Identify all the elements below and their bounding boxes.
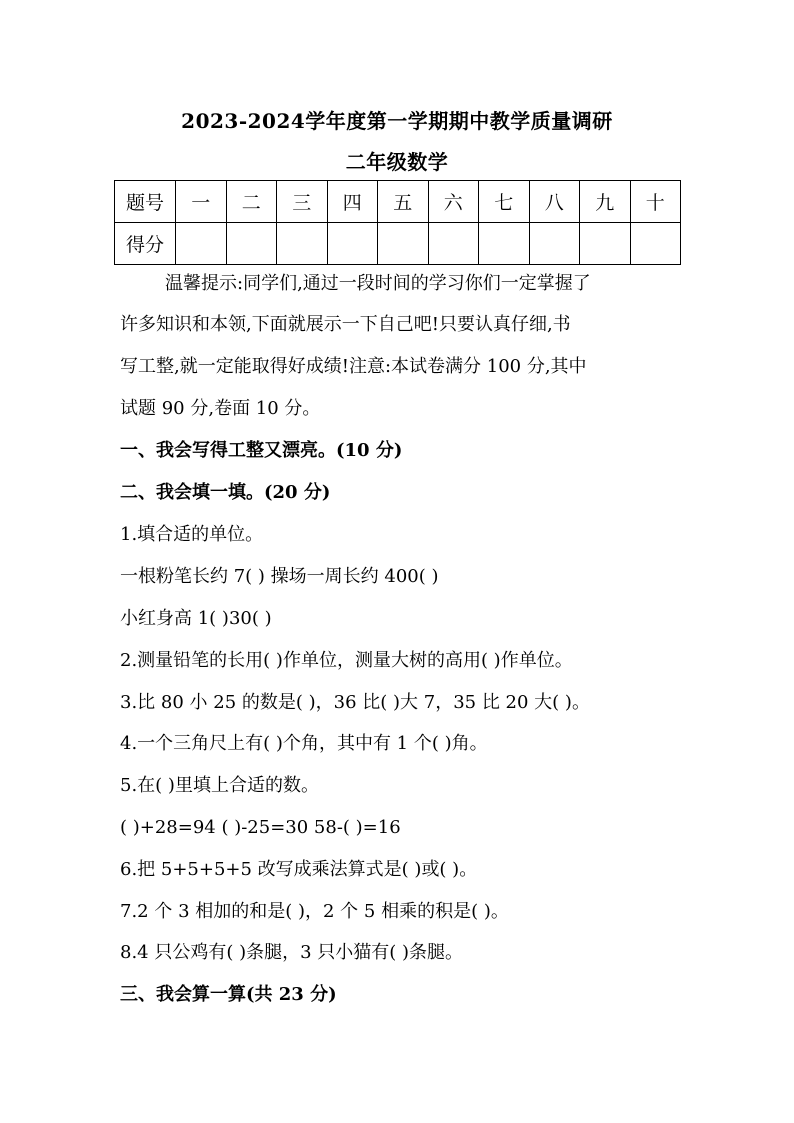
score-cell-10 bbox=[630, 223, 681, 265]
score-cell-8 bbox=[529, 223, 580, 265]
column-6: 六 bbox=[428, 181, 479, 223]
score-cell-2 bbox=[226, 223, 277, 265]
tip-line-4: 试题 90 分,卷面 10 分。 bbox=[120, 398, 321, 419]
column-9: 九 bbox=[580, 181, 631, 223]
column-10: 十 bbox=[630, 181, 681, 223]
column-8: 八 bbox=[529, 181, 580, 223]
score-cell-4 bbox=[327, 223, 378, 265]
section-3-title: 三、我会算一算(共 23 分) bbox=[120, 984, 337, 1005]
row-label-question-number: 题号 bbox=[115, 181, 176, 223]
question-1: 1.填合适的单位。 bbox=[120, 524, 264, 545]
column-4: 四 bbox=[327, 181, 378, 223]
exam-subtitle: 二年级数学 bbox=[345, 150, 449, 174]
section-2-title: 二、我会填一填。(20 分) bbox=[120, 482, 331, 503]
column-5: 五 bbox=[378, 181, 429, 223]
score-cell-5 bbox=[378, 223, 429, 265]
score-table bbox=[114, 180, 681, 265]
row-label-score: 得分 bbox=[115, 223, 176, 265]
question-4: 4.一个三角尺上有( )个角，其中有 1 个( )角。 bbox=[120, 733, 488, 754]
score-cell-1 bbox=[176, 223, 227, 265]
score-cell-7 bbox=[479, 223, 530, 265]
question-5-equations: ( )+28=94 ( )-25=30 58-( )=16 bbox=[120, 817, 401, 838]
question-1-line-b: 小红身高 1( )30( ) bbox=[120, 608, 272, 629]
column-2: 二 bbox=[226, 181, 277, 223]
score-cell-9 bbox=[580, 223, 631, 265]
question-3: 3.比 80 小 25 的数是( )，36 比( )大 7，35 比 20 大( )。 bbox=[120, 692, 590, 713]
tip-line-2: 许多知识和本领,下面就展示一下自己吧!只要认真仔细,书 bbox=[120, 314, 571, 335]
question-5: 5.在( )里填上合适的数。 bbox=[120, 775, 319, 796]
tip-line-3: 写工整,就一定能取得好成绩!注意:本试卷满分 100 分,其中 bbox=[120, 356, 587, 377]
question-2: 2.测量铅笔的长用( )作单位，测量大树的高用( )作单位。 bbox=[120, 650, 573, 671]
tip-line-1: 温馨提示:同学们,通过一段时间的学习你们一定掌握了 bbox=[165, 273, 591, 294]
column-7: 七 bbox=[479, 181, 530, 223]
question-6: 6.把 5+5+5+5 改写成乘法算式是( )或( )。 bbox=[120, 859, 478, 880]
exam-title: 2023-2024学年度第一学期期中教学质量调研 bbox=[181, 109, 613, 133]
score-table-score-row bbox=[115, 223, 681, 265]
question-8: 8.4 只公鸡有( )条腿，3 只小猫有( )条腿。 bbox=[120, 942, 464, 963]
score-table-header-row bbox=[115, 181, 681, 223]
column-1: 一 bbox=[176, 181, 227, 223]
column-3: 三 bbox=[277, 181, 328, 223]
score-cell-6 bbox=[428, 223, 479, 265]
question-1-line-a: 一根粉笔长约 7( ) 操场一周长约 400( ) bbox=[120, 566, 439, 587]
section-1-title: 一、我会写得工整又漂亮。(10 分) bbox=[120, 440, 403, 461]
score-cell-3 bbox=[277, 223, 328, 265]
question-7: 7.2 个 3 相加的和是( )，2 个 5 相乘的积是( )。 bbox=[120, 901, 509, 922]
